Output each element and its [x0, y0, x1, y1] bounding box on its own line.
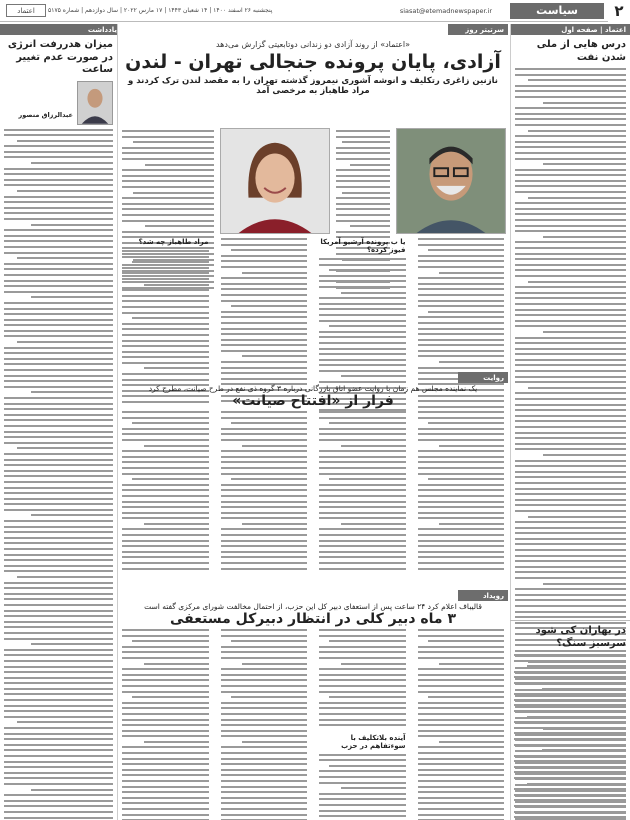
author-photo [77, 81, 113, 125]
story-three-subhead: آینده بلاتکلیف با سوءتفاهم در حزب [341, 733, 406, 750]
story-three-kicker: قالیباف اعلام کرد ۲۴ ساعت پس از استعفای دبیر کل این حزب، از احتمال مخالفت شورای مرکزی گفته است [144, 602, 482, 611]
top-story-kicker: «اعتماد» از روند آزادی دو زندانی دوتابعیتی گزارش می‌دهد [215, 40, 411, 49]
page-number: ۲ [608, 0, 630, 22]
left-column-body [0, 127, 117, 820]
story-three-col-1 [414, 627, 509, 820]
issue-date-line: پنجشنبه ۲۶ اسفند ۱۴۰۰ | ۱۴ شعبان ۱۴۴۳ | ۱۷ مارس ۲۰۲۲ | سال دوازدهم | شماره ۵۱۷۵ [48, 7, 273, 14]
right-column [510, 24, 630, 820]
page-header [0, 0, 630, 22]
top-story-headline: آزادی، پایان پرونده جنجالی تهران - لندن [125, 51, 501, 73]
story-two-col-3 [217, 409, 312, 575]
newspaper-logo: اعتماد [6, 4, 46, 17]
story-three-col-2 [315, 627, 410, 732]
story-two-col-1 [414, 409, 509, 575]
section-name: سیاست [510, 3, 604, 19]
story-two-headline: فرار از «افتتاح صیانت» [232, 393, 394, 409]
right-column-bottom-title: در بهاران کی شود سرسبز سنگ؟ [535, 625, 626, 649]
story-three-col-2b [315, 752, 410, 820]
story-two-strip: روایت [458, 372, 508, 383]
story-two-kicker: یک نماینده مجلس هم زمان با روایت عضو اتاق بازرگانی درباره ۳ گروه ذی نفع در طرح صیانت، مطرح کرد [148, 384, 478, 393]
author-box [0, 79, 117, 127]
left-column-strip: یادداشت [0, 24, 117, 35]
photo-woman [220, 128, 330, 234]
story-two-col-4 [118, 409, 213, 575]
story-three-col-4 [118, 627, 213, 820]
right-column-title: درس هایی از ملی شدن نفت [536, 39, 626, 63]
top-story-subhead-1: مراد طاهباز چه شد؟ [138, 238, 209, 246]
author-name: عبدالرزاق منصور [18, 110, 73, 119]
left-column [0, 24, 118, 820]
story-three-col-3 [217, 627, 312, 820]
top-story-strip: سرتیتر روز [448, 24, 508, 35]
top-story-subhead-2: یا ب پرونده آرشیو آمریکا فیوز کرده؟ [320, 238, 406, 254]
right-column-bottom-body [510, 652, 630, 820]
story-two-col-2 [315, 409, 410, 575]
top-story-deck: نازنین زاغری رتکلیف و انوشه آشوری نیمروز گذشته تهران را به مقصد لندن ترک کردند و مراد طاهباز به مرخصی آمد [128, 75, 498, 96]
story-three-strip: رویداد [458, 590, 508, 601]
photo-man [396, 128, 506, 234]
main-column [118, 24, 508, 820]
site-email[interactable]: siasat@etemadnewspaper.ir [399, 6, 493, 15]
right-column-strip: اعتماد | صفحه اول [511, 24, 630, 35]
left-column-title: میزان هدررفت انرژی در صورت عدم تغییر ساعت [7, 39, 113, 75]
story-three-headline: ۳ ماه دبیر کلی در انتظار دبیرکل مستعفی [170, 611, 456, 627]
